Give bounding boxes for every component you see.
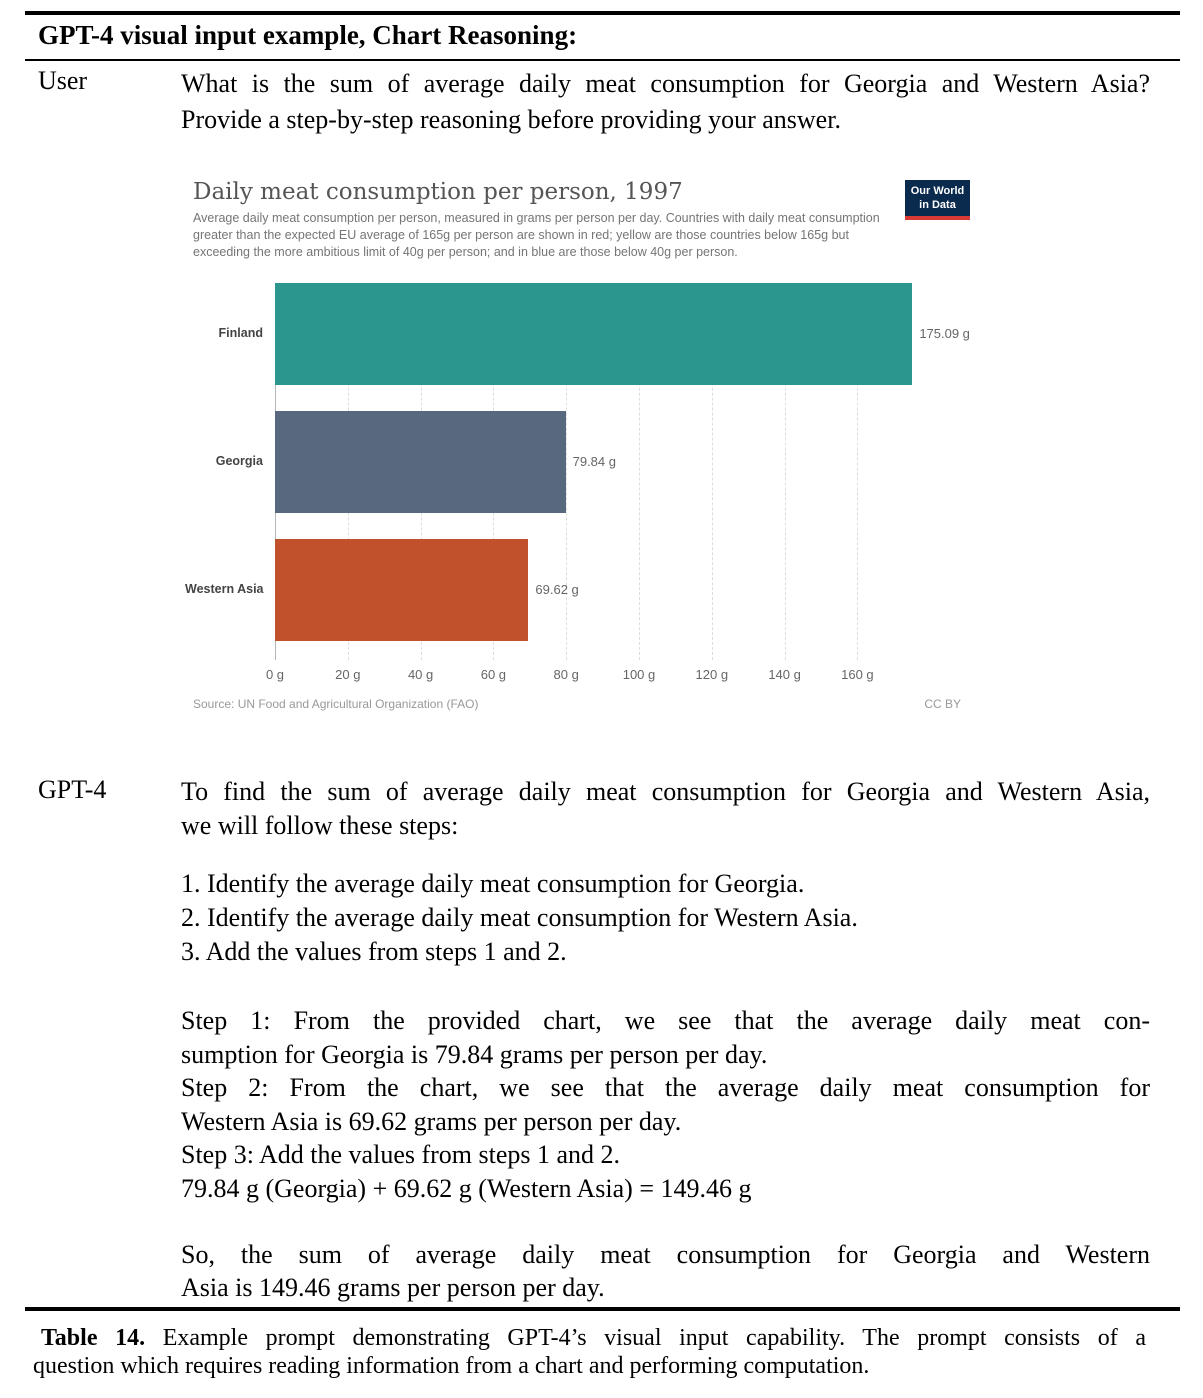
bar-western-asia: [275, 539, 528, 641]
x-axis-tick-label: 60 g: [480, 667, 507, 682]
x-axis-tick-label: 100 g: [622, 667, 656, 682]
logo-text-line: in Data: [919, 199, 956, 211]
x-axis-tick-label: 0 g: [265, 667, 285, 682]
response-line: So, the sum of average daily meat consumption for Georgia and Western: [181, 1240, 1150, 1269]
top-rule: [25, 11, 1180, 15]
x-axis-tick-label: 160 g: [841, 667, 874, 682]
bar-georgia: [275, 411, 566, 513]
table-header-title: GPT-4 visual input example, Chart Reasoning:: [38, 20, 578, 50]
equation-line: 79.84 g (Georgia) + 69.62 g (Western Asia) = 149.46 g: [181, 1173, 752, 1203]
bar-category-label: Western Asia: [185, 582, 264, 596]
chart-source-note: Source: UN Food and Agricultural Organization (FAO): [193, 697, 479, 711]
bar-value-label: 175.09 g: [919, 326, 970, 341]
question-line: Provide a step-by-step reasoning before providing your answer.: [181, 105, 841, 134]
bar-value-label: 69.62 g: [535, 582, 579, 597]
gpt4-response-intro: [181, 775, 1150, 843]
header-divider-rule: [25, 59, 1180, 61]
our-world-in-data-logo: [905, 180, 970, 220]
list-item: 1. Identify the average daily meat consumption for Georgia.: [181, 869, 805, 898]
chart-title: Daily meat consumption per person, 1997: [193, 179, 683, 205]
question-line: What is the sum of average daily meat consumption for Georgia and Western Asia?: [181, 69, 1150, 98]
x-axis-tick-label: 140 g: [768, 667, 801, 682]
gpt4-response-conclusion: [181, 1238, 1150, 1304]
bar-category-label: Finland: [218, 326, 263, 340]
owid-chart-figure: [185, 175, 975, 723]
logo-text-line: Our World: [910, 185, 965, 197]
x-axis-tick-label: 120 g: [695, 667, 729, 682]
response-line: Step 3: Add the values from steps 1 and 2.: [181, 1140, 621, 1169]
response-line: sumption for Georgia is 79.84 grams per person per day.: [181, 1039, 768, 1069]
x-axis-tick-label: 40 g: [407, 667, 434, 682]
list-item: 3. Add the values from steps 1 and 2.: [181, 937, 567, 966]
caption-line: [33, 1324, 1146, 1352]
chart-license-badge: CC BY: [924, 697, 961, 711]
caption-line: question which requires reading information from a chart and performing computation.: [33, 1353, 870, 1379]
gpt4-role-label: GPT-4: [38, 775, 107, 804]
table-caption: [33, 1324, 1146, 1380]
user-role-label: User: [38, 66, 88, 95]
response-line: To find the sum of average daily meat consumption for Georgia and Western Asia,: [181, 777, 1150, 806]
response-line: Western Asia is 69.62 grams per person per day.: [181, 1106, 682, 1136]
response-line: Step 2: From the chart, we see that the average daily meat consumption for: [181, 1073, 1150, 1102]
caption-label: Table 14.: [41, 1325, 146, 1351]
user-question: [181, 66, 1150, 138]
chart-subtitle: Average daily meat consumption per person, measured in grams per person per day. Countries with daily meat consumption greater than the expected EU average of 165g per person are shown in red; yellow are those countries below 165g but exceeding the more ambitious limit of 40g per person; and in blue are those below 40g per person.: [193, 211, 880, 259]
response-line: Asia is 149.46 grams per person per day.: [181, 1273, 605, 1302]
response-line: we will follow these steps:: [181, 811, 459, 840]
bar-finland: [275, 283, 912, 385]
list-item: 2. Identify the average daily meat consumption for Western Asia.: [181, 903, 858, 932]
x-axis-tick-label: 20 g: [335, 667, 361, 682]
caption-text: Example prompt demonstrating GPT-4’s visual input capability. The prompt consists of a: [162, 1325, 1146, 1351]
bar-value-label: 79.84 g: [572, 454, 616, 469]
gpt4-response-steps: [181, 1004, 1150, 1205]
response-line: Step 1: From the provided chart, we see that the average daily meat con-: [181, 1006, 1150, 1035]
bar-category-label: Georgia: [215, 454, 263, 468]
bottom-rule: [25, 1307, 1180, 1311]
x-axis-tick-label: 80 g: [553, 667, 579, 682]
gpt4-response-list: [181, 867, 1150, 969]
